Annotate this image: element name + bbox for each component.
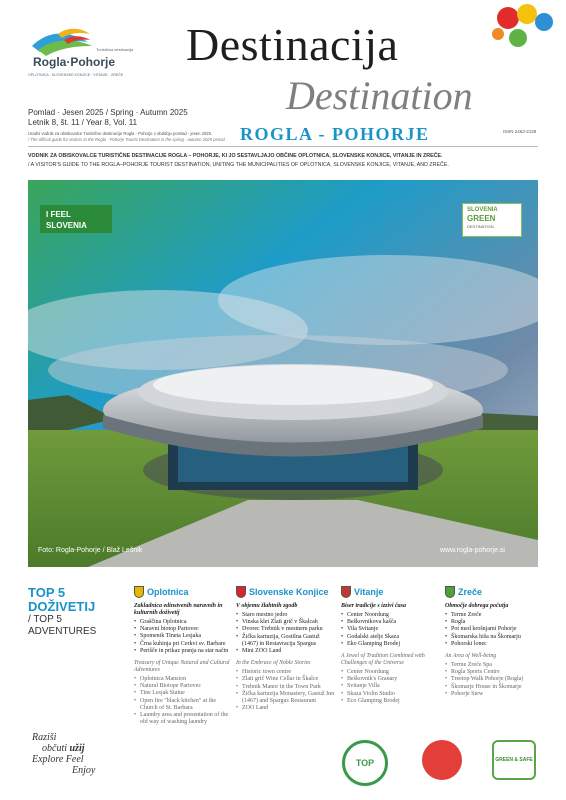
list-item: • Staro mestno jedro xyxy=(236,612,336,619)
column-title: Zreče xyxy=(458,587,483,597)
top5-sub-line-2: ADVENTURES xyxy=(28,626,97,637)
items-sl xyxy=(445,612,545,648)
logo-municipalities: OPLOTNICA · SLOVENSKE KONJICE · VITANJE · ZREČE xyxy=(28,73,124,77)
list-item: • Pot med krošnjami Pohorje xyxy=(445,626,545,633)
top5-line-2: DOŽIVETIJ xyxy=(28,599,96,614)
note-sl: Uradni vodnik za obiskovalce Turistične destinacije Rogla - Pohorje v obdobju pomlad - jesen 2025. xyxy=(28,131,213,136)
list-item: • Skaza Violin Studio xyxy=(341,691,441,698)
column-subtitle-en: In the Embrace of Noble Stories xyxy=(236,660,311,667)
list-item: • Vila Svitanje xyxy=(341,626,441,633)
note-en: / The official guide for visitors to the Rogla - Pohorje Tourist Destination in the spring - autumn 2025 period xyxy=(28,137,225,142)
column-subtitle-en: Treasury of Unique Natural and Cultural Adventures xyxy=(134,660,230,674)
list-item: • Škomarje House in Škomarje xyxy=(445,684,545,691)
rogla-mascot-logo xyxy=(422,740,462,780)
items-en xyxy=(341,669,441,705)
slogan-word-1: Raziši xyxy=(32,732,57,743)
column-subtitle-en: An Area of Well-being xyxy=(445,653,497,660)
list-item: • Naravni biotop Partovec xyxy=(134,626,234,633)
list-item: • Trebnik Manor in the Town Park xyxy=(236,684,336,691)
list-item: • Tine Lesjak Statue xyxy=(134,690,234,697)
logo-subtitle: Turistična destinacija xyxy=(96,47,134,52)
list-item: • Svitanje Villa xyxy=(341,683,441,690)
list-item: • Rogla Sports Centre xyxy=(445,669,545,676)
column-subtitle-sl: Območje dobrega počutja xyxy=(445,603,509,609)
slogan-word-2: občuti xyxy=(42,743,67,754)
masthead-region: ROGLA - POHORJE xyxy=(240,124,430,144)
zrece-crest-icon xyxy=(445,586,455,598)
list-item: • Žička kartuzija Monastery, Gastuž Inn (1467) and Spargus Restaurant xyxy=(236,691,336,705)
column-slovenske-konjice xyxy=(236,586,336,712)
green-safe-label: GREEN & SAFE xyxy=(495,757,533,763)
items-en xyxy=(236,669,336,712)
list-item: • Dvorec Trebnik v mestnem parku xyxy=(236,626,336,633)
list-item: • Natural Biotope Partovec xyxy=(134,683,234,690)
vitanje-crest-icon xyxy=(341,586,351,598)
intro-en: / A VISITOR'S GUIDE TO THE ROGLA–POHORJE TOURIST DESTINATION, UNITING THE MUNICIPALITIES OF OPLOTNICA, SLOVENSKE KONJICE, VITANJE, AND ZREČE. xyxy=(28,162,449,168)
konjice-crest-icon xyxy=(236,586,246,598)
items-sl xyxy=(236,612,336,655)
badge-line-1: I FEEL xyxy=(46,210,71,219)
top5-heading xyxy=(28,586,95,614)
list-item: • Rogla xyxy=(445,619,545,626)
seal-label: TOP xyxy=(355,758,375,768)
rogla-pohorje-logo xyxy=(28,20,158,80)
list-item: • Mini ZOO Land xyxy=(236,648,336,655)
list-item: • Treetop Walk Pohorje (Rogla) xyxy=(445,676,545,683)
column-title: Slovenske Konjice xyxy=(249,587,329,597)
list-item: • Eko Glamping Brodej xyxy=(341,641,441,648)
slogan-word-3: užij xyxy=(69,743,85,754)
list-item: • Graščina Oplotnica xyxy=(134,619,234,626)
badge-line-2: SLOVENIA xyxy=(46,221,87,230)
column-subtitle-sl: Biser tradicije s izzivi časa xyxy=(341,603,406,609)
slogan-word-6: Enjoy xyxy=(72,765,96,776)
list-item: • Beškovnik's Granary xyxy=(341,676,441,683)
list-item: • Open fire "black kitchen" at the Church of St. Barbara xyxy=(134,698,234,712)
list-item: • Žička kartuzija, Gostilna Gastuž (1467) in Restavracija Spargus xyxy=(236,634,336,648)
list-item: • Črna kuhinja pri Cerkvi sv. Barbare xyxy=(134,641,234,648)
list-item: • Terme Zreče Spa xyxy=(445,662,545,669)
issue-line: Pomlad · Jesen 2025 / Spring · Autumn 2025 xyxy=(28,108,188,117)
slovenia-green-badge xyxy=(462,203,522,237)
list-item: • Škomarska hiša na Škomarju xyxy=(445,634,545,641)
issn: ISSN 2463-2128 xyxy=(503,129,537,134)
list-item: • Zlati grič Wine Cellar in Škalce xyxy=(236,676,336,683)
list-item: • Center Noordung xyxy=(341,612,441,619)
top-award-seal xyxy=(342,740,388,786)
column-subtitle-sl: Zakladnica edinstvenih naravnih in kulturnih doživetij xyxy=(134,603,223,616)
divider xyxy=(28,146,538,147)
list-item: • Beškovnikova kašča xyxy=(341,619,441,626)
items-en xyxy=(134,676,234,726)
volume-line: Letnik 8, št. 11 / Year 8, Vol. 11 xyxy=(28,118,138,127)
slogan-word-5: Feel xyxy=(65,754,84,765)
list-item: • Center Noordung xyxy=(341,669,441,676)
list-item: • Oplotnica Mansion xyxy=(134,676,234,683)
green-line-2: GREEN xyxy=(467,214,496,223)
column-vitanje xyxy=(341,586,441,705)
list-item: • ZOO Land xyxy=(236,705,336,712)
green-safe-badge xyxy=(492,740,536,780)
column-oplotnica xyxy=(134,586,234,726)
items-sl xyxy=(341,612,441,648)
list-item: • Laundry area and presentation of the old way of washing laundry xyxy=(134,712,234,726)
list-item: • Pohorski lonec xyxy=(445,641,545,648)
website-link[interactable]: www.rogla-pohorje.si xyxy=(440,547,505,554)
list-item: • Terme Zreče xyxy=(445,612,545,619)
items-sl xyxy=(134,619,234,655)
items-en xyxy=(445,662,545,698)
column-title: Oplotnica xyxy=(147,587,189,597)
slogan xyxy=(32,732,95,776)
i-feel-slovenia-badge xyxy=(40,205,112,233)
column-title: Vitanje xyxy=(354,587,384,597)
list-item: • Spomenik Tineta Lesjaka xyxy=(134,633,234,640)
oplotnica-crest-icon xyxy=(134,586,144,598)
green-line-3: DESTINATION xyxy=(467,224,494,229)
masthead-title: Destinacija xyxy=(186,19,399,70)
top5-sub-line-1: / TOP 5 xyxy=(28,614,62,625)
intro-sl: VODNIK ZA OBISKOVALCE TURISTIČNE DESTINACIJE ROGLA – POHORJE, KI JO SESTAVLJAJO OBČINE OPLOTNICA, SLOVENSKE KONJICE, VITANJE IN ZREČE. xyxy=(28,153,443,159)
top5-subheading xyxy=(28,614,96,638)
column-subtitle-sl: V objemu žlahtnih zgodb xyxy=(236,603,298,609)
list-item: • Perišče in prikaz pranja na star način xyxy=(134,648,234,655)
masthead-title-en: Destination xyxy=(286,73,473,118)
list-item: • Godalski atelje Skaza xyxy=(341,634,441,641)
photo-credit: Foto: Rogla-Pohorje / Blaž Lešnik xyxy=(38,547,143,554)
list-item: • Historic town centre xyxy=(236,669,336,676)
list-item: • Pohorje Stew xyxy=(445,691,545,698)
green-line-1: SLOVENIA xyxy=(467,207,498,213)
column-subtitle-en: A Jewel of Tradition Combined with Challenges of the Universe xyxy=(341,653,425,667)
brand-dots xyxy=(478,0,566,60)
slogan-word-4: Explore xyxy=(32,754,64,765)
logo-name: Rogla·Pohorje xyxy=(33,55,116,69)
column-zrece xyxy=(445,586,545,698)
top5-line-1: TOP 5 xyxy=(28,585,66,600)
list-item: • Vinska klet Zlati grič v Škalcah xyxy=(236,619,336,626)
cover-photo xyxy=(28,180,538,567)
list-item: • Eco Glamping Brodej xyxy=(341,698,441,705)
